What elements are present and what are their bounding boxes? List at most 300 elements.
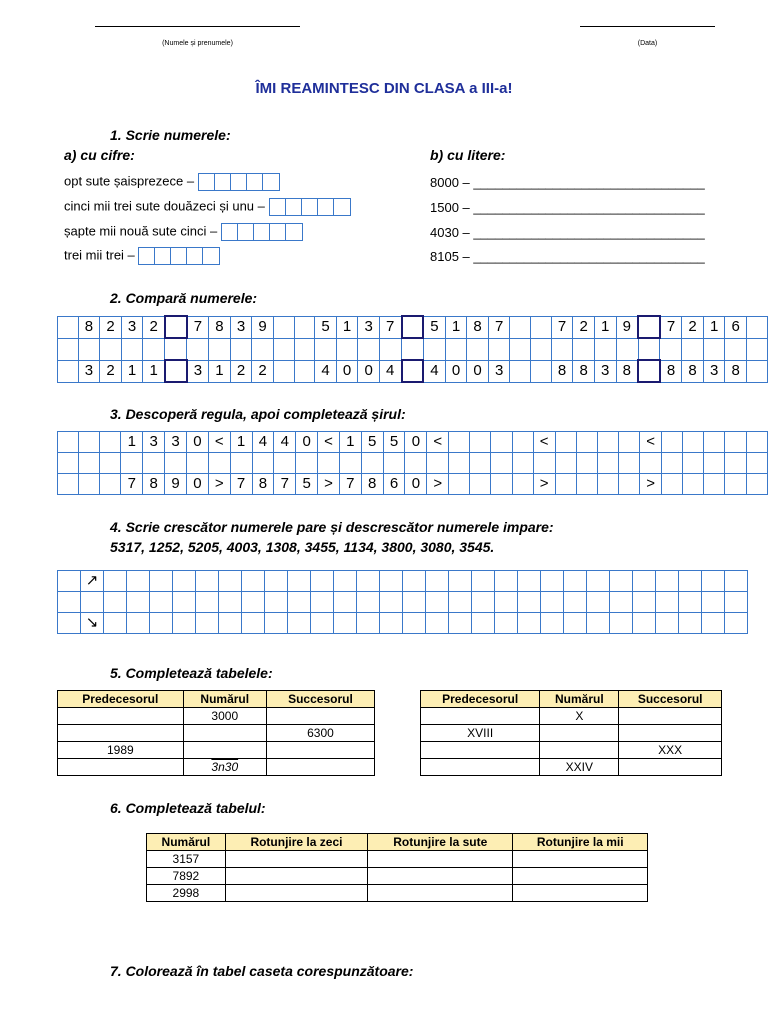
grid-cell[interactable]: 2	[143, 316, 165, 338]
grid-cell[interactable]	[265, 613, 288, 634]
grid-cell[interactable]	[638, 360, 660, 382]
grid-cell[interactable]: 8	[209, 316, 231, 338]
grid-cell[interactable]: 3	[78, 360, 100, 382]
grid-cell[interactable]	[702, 592, 725, 613]
table-cell[interactable]	[58, 725, 184, 742]
grid-cell[interactable]: 6	[383, 474, 405, 495]
grid-cell[interactable]	[660, 338, 682, 360]
grid-cell[interactable]	[242, 613, 265, 634]
grid-cell[interactable]	[242, 571, 265, 592]
table-cell[interactable]	[266, 742, 374, 759]
grid-cell[interactable]: 3	[703, 360, 725, 382]
table-cell[interactable]	[225, 885, 367, 902]
grid-cell[interactable]	[470, 432, 491, 453]
grid-cell[interactable]	[682, 338, 704, 360]
grid-cell[interactable]: 3	[488, 360, 510, 382]
grid-cell[interactable]	[402, 316, 424, 338]
grid-cell[interactable]	[679, 592, 702, 613]
grid-cell[interactable]	[510, 360, 531, 382]
grid-cell[interactable]	[79, 474, 100, 495]
grid-cell[interactable]	[357, 592, 380, 613]
table-cell[interactable]	[183, 742, 266, 759]
grid-cell[interactable]: <	[533, 432, 555, 453]
grid-cell[interactable]	[449, 592, 472, 613]
grid-cell[interactable]	[383, 453, 405, 474]
grid-cell[interactable]	[518, 592, 541, 613]
grid-cell[interactable]: 8	[143, 474, 165, 495]
grid-cell[interactable]	[747, 338, 768, 360]
grid-cell[interactable]	[491, 453, 512, 474]
grid-cell[interactable]	[104, 571, 127, 592]
table-cell[interactable]	[540, 742, 619, 759]
grid-cell[interactable]: 3	[594, 360, 616, 382]
grid-cell[interactable]	[186, 453, 208, 474]
grid-cell[interactable]	[533, 453, 555, 474]
grid-cell[interactable]: 3	[230, 316, 252, 338]
grid-cell[interactable]	[288, 571, 311, 592]
grid-cell[interactable]: 3	[187, 360, 209, 382]
grid-cell[interactable]	[470, 453, 491, 474]
grid-cell[interactable]	[252, 453, 274, 474]
grid-cell[interactable]	[597, 432, 618, 453]
grid-cell[interactable]	[747, 316, 768, 338]
grid-cell[interactable]: 5	[361, 432, 383, 453]
grid-cell[interactable]	[449, 453, 470, 474]
grid-cell[interactable]	[318, 453, 340, 474]
grid-cell[interactable]: 7	[660, 316, 682, 338]
grid-cell[interactable]	[334, 613, 357, 634]
grid-cell[interactable]	[491, 474, 512, 495]
grid-cell[interactable]	[725, 571, 748, 592]
table-cell[interactable]	[421, 708, 540, 725]
table-cell[interactable]: 1989	[58, 742, 184, 759]
grid-cell[interactable]: 8	[78, 316, 100, 338]
table-cell[interactable]: XXIV	[540, 759, 619, 776]
grid-cell[interactable]: 7	[379, 316, 401, 338]
grid-cell[interactable]	[662, 453, 683, 474]
grid-cell[interactable]	[196, 613, 219, 634]
grid-cell[interactable]	[638, 316, 660, 338]
grid-cell[interactable]: <	[208, 432, 230, 453]
grid-cell[interactable]	[58, 338, 79, 360]
grid-cell[interactable]	[58, 316, 79, 338]
rounding-table[interactable]	[146, 833, 648, 902]
table-cell[interactable]	[421, 759, 540, 776]
digit-boxes[interactable]	[221, 223, 303, 241]
grid-cell[interactable]: 3	[121, 316, 143, 338]
grid-cell[interactable]: 8	[682, 360, 704, 382]
grid-cell[interactable]	[594, 338, 616, 360]
grid-cell[interactable]	[196, 592, 219, 613]
grid-cell[interactable]	[273, 360, 294, 382]
grid-cell[interactable]: 1	[121, 432, 143, 453]
table-cell[interactable]	[619, 759, 722, 776]
grid-cell[interactable]	[638, 338, 660, 360]
grid-cell[interactable]	[616, 338, 638, 360]
grid-cell[interactable]	[294, 360, 315, 382]
grid-cell[interactable]	[725, 453, 746, 474]
grid-cell[interactable]: 9	[616, 316, 638, 338]
grid-cell[interactable]	[361, 453, 383, 474]
grid-cell[interactable]	[274, 453, 296, 474]
grid-cell[interactable]	[555, 474, 576, 495]
grid-cell[interactable]	[311, 613, 334, 634]
grid-cell[interactable]	[725, 474, 746, 495]
grid-cell[interactable]	[640, 453, 662, 474]
grid-cell[interactable]	[252, 338, 274, 360]
table-cell[interactable]	[368, 885, 513, 902]
grid-cell[interactable]	[288, 613, 311, 634]
grid-cell[interactable]	[746, 474, 767, 495]
grid-cell[interactable]	[564, 592, 587, 613]
grid-cell[interactable]	[165, 360, 187, 382]
date-line[interactable]	[580, 26, 715, 27]
grid-cell[interactable]	[725, 338, 747, 360]
grid-cell[interactable]	[230, 338, 252, 360]
grid-cell[interactable]	[662, 432, 683, 453]
grid-cell[interactable]: 4	[315, 360, 337, 382]
grid-cell[interactable]: 5	[315, 316, 337, 338]
grid-cell[interactable]: 8	[361, 474, 383, 495]
grid-cell[interactable]	[209, 338, 231, 360]
grid-cell[interactable]	[81, 592, 104, 613]
grid-cell[interactable]	[747, 360, 768, 382]
grid-cell[interactable]	[703, 338, 725, 360]
grid-cell[interactable]: 8	[725, 360, 747, 382]
grid-cell[interactable]	[531, 316, 552, 338]
table-cell[interactable]	[368, 851, 513, 868]
grid-cell[interactable]	[358, 338, 380, 360]
grid-cell[interactable]	[597, 474, 618, 495]
grid-cell[interactable]: <	[318, 432, 340, 453]
digit-boxes[interactable]	[138, 247, 220, 265]
grid-cell[interactable]	[633, 592, 656, 613]
grid-cell[interactable]	[541, 571, 564, 592]
grid-cell[interactable]	[531, 360, 552, 382]
grid-cell[interactable]	[121, 453, 143, 474]
grid-cell[interactable]	[619, 474, 640, 495]
grid-cell[interactable]	[58, 360, 79, 382]
grid-cell[interactable]	[445, 338, 467, 360]
grid-cell[interactable]	[704, 432, 725, 453]
grid-cell[interactable]	[294, 338, 315, 360]
grid-cell[interactable]	[242, 592, 265, 613]
grid-cell[interactable]	[633, 571, 656, 592]
table-cell[interactable]	[225, 851, 367, 868]
grid-cell[interactable]	[683, 453, 704, 474]
table-cell[interactable]: 3n30	[183, 759, 266, 776]
grid-cell[interactable]: 8	[573, 360, 595, 382]
table-cell[interactable]	[513, 851, 648, 868]
grid-cell[interactable]	[288, 592, 311, 613]
table-cell[interactable]: XXX	[619, 742, 722, 759]
grid-cell[interactable]: 6	[725, 316, 747, 338]
grid-cell[interactable]: 7	[488, 316, 510, 338]
grid-cell[interactable]: 1	[121, 360, 143, 382]
grid-cell[interactable]	[551, 338, 573, 360]
grid-cell[interactable]	[339, 453, 361, 474]
grid-cell[interactable]	[512, 432, 533, 453]
grid-cell[interactable]	[379, 338, 401, 360]
grid-cell[interactable]	[100, 432, 121, 453]
grid-cell[interactable]	[426, 571, 449, 592]
grid-cell[interactable]	[746, 453, 767, 474]
grid-cell[interactable]	[702, 571, 725, 592]
digit-boxes[interactable]	[198, 173, 280, 191]
grid-cell[interactable]	[746, 432, 767, 453]
grid-cell[interactable]	[296, 453, 318, 474]
grid-cell[interactable]: >	[427, 474, 449, 495]
grid-cell[interactable]: 1	[594, 316, 616, 338]
grid-cell[interactable]	[334, 571, 357, 592]
grid-cell[interactable]	[196, 571, 219, 592]
grid-cell[interactable]: 8	[252, 474, 274, 495]
grid-cell[interactable]	[357, 613, 380, 634]
grid-cell[interactable]	[79, 453, 100, 474]
ex1-b-item[interactable]: 8000 – ________________________________	[430, 175, 705, 190]
table-cell[interactable]	[58, 759, 184, 776]
grid-cell[interactable]	[104, 613, 127, 634]
grid-cell[interactable]: >	[533, 474, 555, 495]
grid-cell[interactable]	[58, 592, 81, 613]
grid-cell[interactable]: 9	[252, 316, 274, 338]
grid-cell[interactable]: 1	[339, 432, 361, 453]
grid-cell[interactable]	[467, 338, 489, 360]
table-cell[interactable]: X	[540, 708, 619, 725]
grid-cell[interactable]	[564, 571, 587, 592]
grid-cell[interactable]: 0	[186, 474, 208, 495]
grid-cell[interactable]	[127, 571, 150, 592]
grid-cell[interactable]	[165, 316, 187, 338]
grid-cell[interactable]	[100, 474, 121, 495]
grid-cell[interactable]	[564, 613, 587, 634]
grid-cell[interactable]	[380, 571, 403, 592]
grid-cell[interactable]	[587, 613, 610, 634]
grid-cell[interactable]	[58, 453, 79, 474]
grid-cell[interactable]: 8	[660, 360, 682, 382]
ex1-b-item[interactable]: 4030 – ________________________________	[430, 225, 705, 240]
digit-boxes[interactable]	[269, 198, 351, 216]
grid-cell[interactable]	[576, 474, 597, 495]
grid-cell[interactable]	[449, 571, 472, 592]
grid-cell[interactable]	[619, 432, 640, 453]
grid-cell[interactable]	[104, 592, 127, 613]
table-cell[interactable]	[513, 868, 648, 885]
grid-cell[interactable]: 0	[358, 360, 380, 382]
grid-cell[interactable]	[610, 571, 633, 592]
grid-cell[interactable]: >	[640, 474, 662, 495]
grid-cell[interactable]	[725, 432, 746, 453]
grid-cell[interactable]	[230, 453, 252, 474]
grid-cell[interactable]	[610, 613, 633, 634]
grid-cell[interactable]	[449, 474, 470, 495]
grid-cell[interactable]	[58, 613, 81, 634]
grid-cell[interactable]	[472, 571, 495, 592]
grid-cell[interactable]	[610, 592, 633, 613]
table-cell[interactable]	[58, 708, 184, 725]
grid-cell[interactable]	[679, 613, 702, 634]
table-cell[interactable]	[619, 708, 722, 725]
grid-cell[interactable]	[426, 592, 449, 613]
grid-cell[interactable]	[472, 592, 495, 613]
grid-cell[interactable]	[541, 592, 564, 613]
grid-cell[interactable]: >	[318, 474, 340, 495]
grid-cell[interactable]	[510, 338, 531, 360]
grid-cell[interactable]: 1	[230, 432, 252, 453]
grid-cell[interactable]	[679, 571, 702, 592]
table-cell[interactable]: 2998	[147, 885, 226, 902]
grid-cell[interactable]	[555, 453, 576, 474]
grid-cell[interactable]: 2	[252, 360, 274, 382]
grid-cell[interactable]	[380, 592, 403, 613]
grid-cell[interactable]	[495, 613, 518, 634]
grid-cell[interactable]	[576, 453, 597, 474]
grid-cell[interactable]	[576, 432, 597, 453]
grid-cell[interactable]: 0	[296, 432, 318, 453]
grid-cell[interactable]: 5	[383, 432, 405, 453]
name-line[interactable]	[95, 26, 300, 27]
grid-cell[interactable]	[587, 571, 610, 592]
grid-cell[interactable]	[402, 360, 424, 382]
grid-cell[interactable]: 8	[467, 316, 489, 338]
grid-cell[interactable]	[265, 592, 288, 613]
grid-cell[interactable]	[58, 432, 79, 453]
grid-cell[interactable]	[219, 571, 242, 592]
table-cell[interactable]	[368, 868, 513, 885]
grid-cell[interactable]: 2	[573, 316, 595, 338]
grid-cell[interactable]	[173, 571, 196, 592]
grid-cell[interactable]: 7	[121, 474, 143, 495]
grid-cell[interactable]	[488, 338, 510, 360]
grid-cell[interactable]: 0	[336, 360, 358, 382]
grid-cell[interactable]	[58, 474, 79, 495]
grid-cell[interactable]	[357, 571, 380, 592]
grid-cell[interactable]: 2	[100, 316, 122, 338]
grid-cell[interactable]: 5	[423, 316, 445, 338]
grid-cell[interactable]	[518, 613, 541, 634]
grid-cell[interactable]	[127, 592, 150, 613]
grid-cell[interactable]: 1	[445, 316, 467, 338]
grid-cell[interactable]	[273, 338, 294, 360]
grid-cell[interactable]	[518, 571, 541, 592]
grid-cell[interactable]: 9	[165, 474, 187, 495]
grid-cell[interactable]	[702, 613, 725, 634]
grid-cell[interactable]: 4	[274, 432, 296, 453]
order-grid[interactable]	[57, 570, 748, 634]
grid-cell[interactable]	[495, 571, 518, 592]
sequence-grid[interactable]	[57, 431, 768, 495]
grid-cell[interactable]	[491, 432, 512, 453]
grid-cell[interactable]	[512, 453, 533, 474]
grid-cell[interactable]: 7	[339, 474, 361, 495]
grid-cell[interactable]	[449, 613, 472, 634]
grid-cell[interactable]	[79, 432, 100, 453]
grid-cell[interactable]	[662, 474, 683, 495]
grid-cell[interactable]	[704, 453, 725, 474]
grid-cell[interactable]: 8	[616, 360, 638, 382]
grid-cell[interactable]: <	[640, 432, 662, 453]
ex1-b-item[interactable]: 8105 – ________________________________	[430, 249, 705, 264]
table-cell[interactable]: 7892	[147, 868, 226, 885]
grid-cell[interactable]: 0	[405, 474, 427, 495]
grid-cell[interactable]	[311, 571, 334, 592]
table-cell[interactable]: 3000	[183, 708, 266, 725]
grid-cell[interactable]	[495, 592, 518, 613]
table-cell[interactable]	[540, 725, 619, 742]
table-cell[interactable]: 6300	[266, 725, 374, 742]
grid-cell[interactable]	[173, 592, 196, 613]
grid-cell[interactable]: 3	[165, 432, 187, 453]
grid-cell[interactable]	[555, 432, 576, 453]
grid-cell[interactable]: 0	[445, 360, 467, 382]
grid-cell[interactable]	[403, 571, 426, 592]
grid-cell[interactable]: 4	[423, 360, 445, 382]
grid-cell[interactable]: 4	[379, 360, 401, 382]
grid-cell[interactable]: >	[208, 474, 230, 495]
grid-cell[interactable]	[725, 592, 748, 613]
grid-cell[interactable]	[273, 316, 294, 338]
grid-cell[interactable]	[121, 338, 143, 360]
grid-cell[interactable]	[294, 316, 315, 338]
grid-cell[interactable]	[426, 613, 449, 634]
grid-cell[interactable]	[656, 613, 679, 634]
predecessor-table-arabic[interactable]	[57, 690, 375, 776]
grid-cell[interactable]	[380, 613, 403, 634]
grid-cell[interactable]: <	[427, 432, 449, 453]
grid-cell[interactable]	[336, 338, 358, 360]
grid-cell[interactable]: 1	[143, 360, 165, 382]
grid-cell[interactable]	[704, 474, 725, 495]
table-cell[interactable]	[266, 759, 374, 776]
grid-cell[interactable]	[127, 613, 150, 634]
table-cell[interactable]	[619, 725, 722, 742]
grid-cell[interactable]	[58, 571, 81, 592]
grid-cell[interactable]: 1	[209, 360, 231, 382]
grid-cell[interactable]	[573, 338, 595, 360]
grid-cell[interactable]	[403, 592, 426, 613]
grid-cell[interactable]	[423, 338, 445, 360]
grid-cell[interactable]	[173, 613, 196, 634]
grid-cell[interactable]	[633, 613, 656, 634]
ex1-b-item[interactable]: 1500 – ________________________________	[430, 200, 705, 215]
grid-cell[interactable]	[683, 474, 704, 495]
grid-cell[interactable]	[265, 571, 288, 592]
table-cell[interactable]	[266, 708, 374, 725]
grid-cell[interactable]	[656, 571, 679, 592]
table-cell[interactable]	[225, 868, 367, 885]
grid-cell[interactable]	[619, 453, 640, 474]
grid-cell[interactable]	[150, 613, 173, 634]
table-cell[interactable]	[183, 725, 266, 742]
grid-cell[interactable]	[165, 453, 187, 474]
grid-cell[interactable]: 2	[100, 360, 122, 382]
grid-cell[interactable]: 7	[274, 474, 296, 495]
table-cell[interactable]	[421, 742, 540, 759]
grid-cell[interactable]	[143, 453, 165, 474]
grid-cell[interactable]	[472, 613, 495, 634]
grid-cell[interactable]	[208, 453, 230, 474]
grid-cell[interactable]	[725, 613, 748, 634]
grid-cell[interactable]	[165, 338, 187, 360]
grid-cell[interactable]	[656, 592, 679, 613]
grid-cell[interactable]: 1	[703, 316, 725, 338]
grid-cell[interactable]	[78, 338, 100, 360]
grid-cell[interactable]: 8	[551, 360, 573, 382]
grid-cell[interactable]	[449, 432, 470, 453]
grid-cell[interactable]	[541, 613, 564, 634]
grid-cell[interactable]	[683, 432, 704, 453]
grid-cell[interactable]: 2	[230, 360, 252, 382]
